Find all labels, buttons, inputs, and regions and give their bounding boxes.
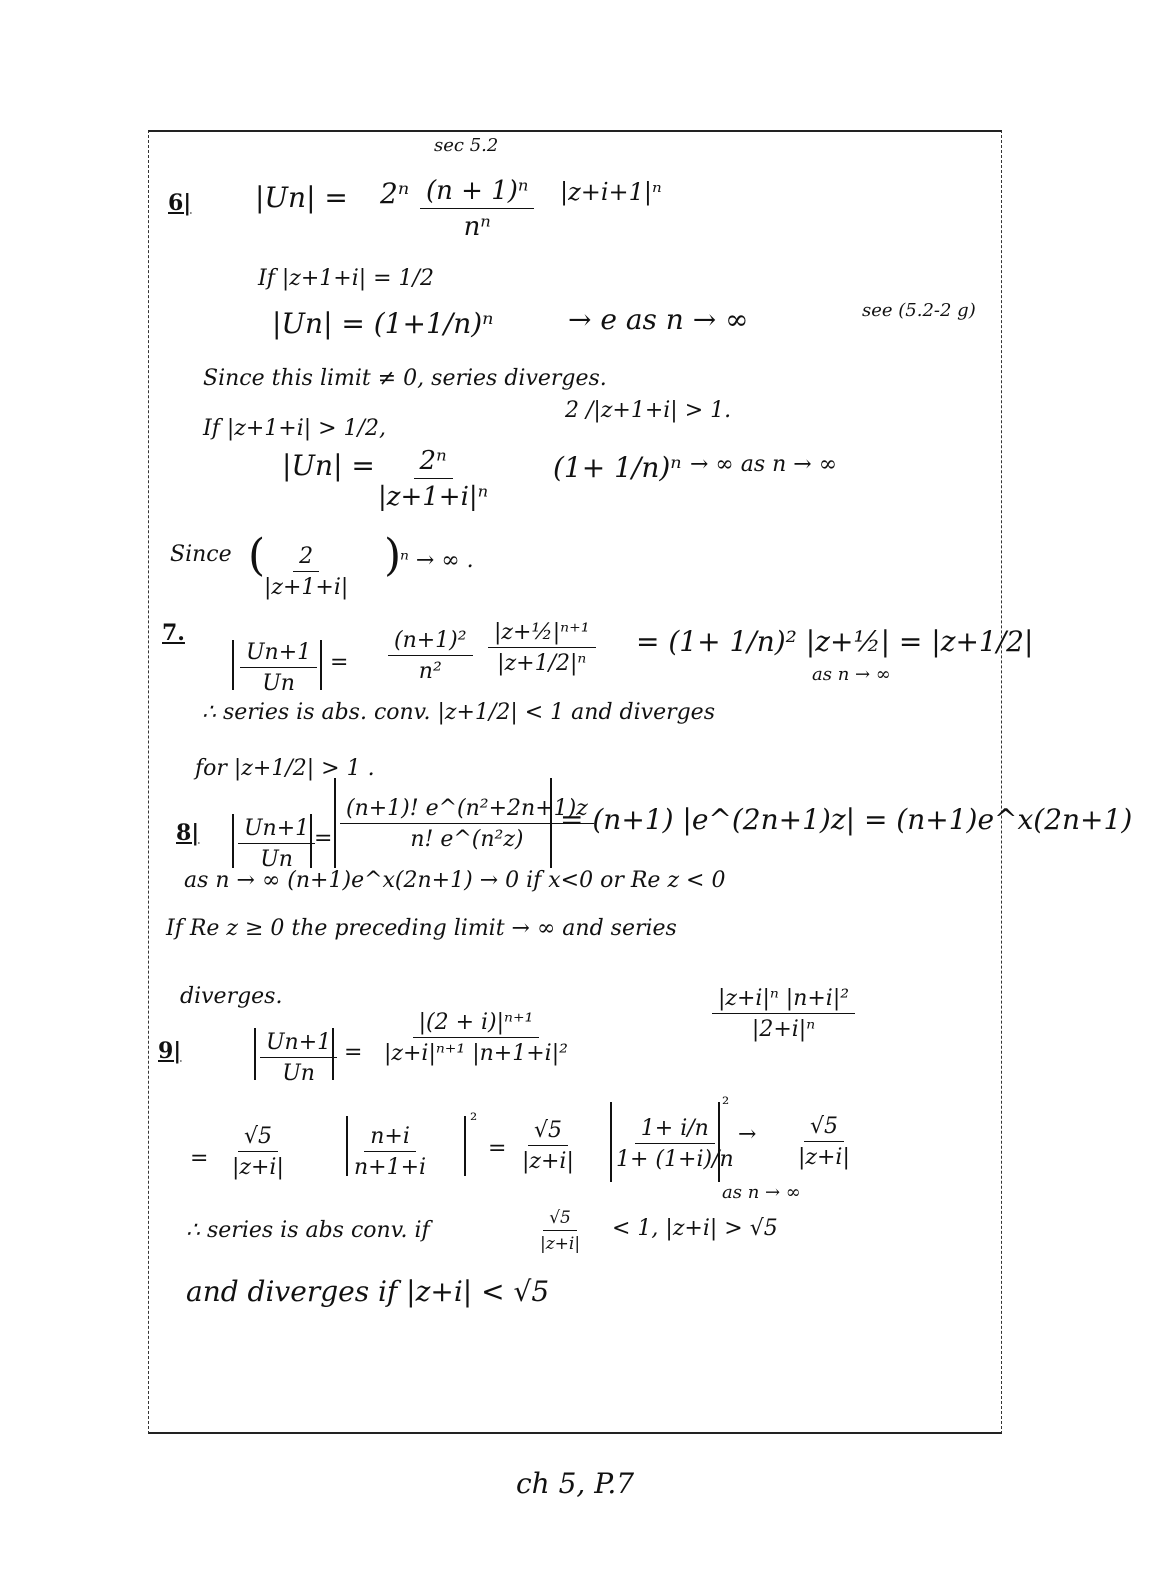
p8-eq: = xyxy=(314,826,333,851)
problem-6-number: 6| xyxy=(168,190,192,216)
p6-un-fraction xyxy=(378,446,488,512)
p7-eq: = xyxy=(330,650,349,675)
p9-l2-square-d: ² xyxy=(722,1094,730,1115)
p8-f-num: (n+1)! e^(n²+2n+1)z xyxy=(340,796,594,824)
p7-f2-den: |z+1/2|ⁿ xyxy=(497,651,587,676)
p6-paren-left: ( xyxy=(248,530,266,581)
p7-ratio xyxy=(240,640,317,696)
p8-line-3: If Re z ≥ 0 the preceding limit → ∞ and series xyxy=(166,916,677,941)
p6-line3-lhs: |Un| = (1+1/n)ⁿ xyxy=(272,307,494,340)
p9-conclusion-1a: ∴ series is abs conv. if xyxy=(186,1218,430,1243)
p7-conclusion-1: ∴ series is abs. conv. |z+1/2| < 1 and diverges xyxy=(202,700,715,725)
p6-un-den: |z+1+i|ⁿ xyxy=(378,482,489,512)
p9-concl-frac-den: |z+i| xyxy=(540,1234,581,1254)
p9-ratio xyxy=(260,1030,337,1086)
p8-fraction xyxy=(340,796,594,852)
p9-l2-frac-d xyxy=(616,1116,734,1172)
p6-fraction xyxy=(420,176,534,242)
p8-ratio-num: Un+1 xyxy=(238,816,315,844)
problem-7-number: 7. xyxy=(162,620,185,646)
p9-l2-a-den: |z+i| xyxy=(232,1155,284,1180)
p7-conclusion-2: for |z+1/2| > 1 . xyxy=(195,756,375,781)
section-header: sec 5.2 xyxy=(434,135,499,156)
p6-if2-right: 2 /|z+1+i| > 1. xyxy=(565,398,732,423)
p7-ratio-den: Un xyxy=(262,671,295,696)
p7-f1-num: (n+1)² xyxy=(388,628,473,656)
p7-ratio-num: Un+1 xyxy=(240,640,317,668)
p6-coef: 2ⁿ xyxy=(380,177,410,210)
p9-l2-e-den: |z+i| xyxy=(798,1145,850,1170)
p8-line-2: as n → ∞ (n+1)e^x(2n+1) → 0 if x<0 or Re z < 0 xyxy=(184,868,726,893)
p9-l2-square-b: ² xyxy=(470,1110,478,1131)
p9-f-den: |z+i|ⁿ⁺¹ |n+1+i|² xyxy=(384,1041,568,1066)
p9-conclusion-2: and diverges if |z+i| < √5 xyxy=(186,1275,550,1308)
p9-f-num: |(2 + i)|ⁿ⁺¹ xyxy=(413,1010,540,1038)
p8-f-den: n! e^(n²z) xyxy=(410,827,524,852)
p9-concl-frac-num: √5 xyxy=(543,1208,577,1231)
p9-l2-eq: = xyxy=(190,1146,209,1171)
p9-l2-frac-c xyxy=(522,1118,574,1174)
p7-f2-num: |z+½|ⁿ⁺¹ xyxy=(488,620,596,648)
p6-un-num: 2ⁿ xyxy=(414,446,453,479)
p9-l2-d-num: 1+ i/n xyxy=(635,1116,715,1144)
p9-g-num: |z+i|ⁿ |n+i|² xyxy=(712,986,855,1014)
p9-l2-c-num: √5 xyxy=(528,1118,568,1146)
p6-un-lhs: |Un| = xyxy=(282,449,375,482)
p6-since2-fraction xyxy=(264,544,348,600)
p6-since2-tail: ⁿ → ∞ . xyxy=(400,548,474,573)
p9-conclusion-1b: < 1, |z+i| > √5 xyxy=(612,1216,778,1241)
p7-frac1 xyxy=(388,628,473,684)
p6-if1: If |z+1+i| = 1/2 xyxy=(258,266,434,291)
p9-l2-b-num: n+i xyxy=(364,1124,416,1152)
p6-since2-num: 2 xyxy=(293,544,319,572)
p6-abs-term: |z+i+1|ⁿ xyxy=(560,178,662,206)
page-label: ch 5, P.7 xyxy=(516,1467,635,1500)
p7-rhs: = (1+ 1/n)² |z+½| = |z+1/2| xyxy=(636,625,1034,658)
p6-un-arrow: → ∞ as n → ∞ xyxy=(690,452,838,477)
p9-l2-d-den: 1+ (1+i)/n xyxy=(616,1147,734,1172)
problem-8-number: 8| xyxy=(176,820,200,846)
p6-since2: Since xyxy=(170,542,232,567)
p9-l2-frac-b xyxy=(354,1124,426,1180)
p6-lhs: |Un| = xyxy=(255,181,348,214)
p9-l2-frac-e xyxy=(798,1114,850,1170)
p9-eq: = xyxy=(344,1040,363,1065)
p9-l2-arrow: → xyxy=(738,1122,757,1147)
p9-ratio-num: Un+1 xyxy=(260,1030,337,1058)
p6-frac-den: nⁿ xyxy=(463,212,491,242)
p9-conclusion-fraction xyxy=(540,1208,580,1254)
p9-fraction xyxy=(384,1010,568,1066)
p6-since2-den: |z+1+i| xyxy=(264,575,349,600)
p9-l2-a-num: √5 xyxy=(238,1124,278,1152)
p6-line3-arrow: → e as n → ∞ xyxy=(568,303,749,336)
p9-fraction-2 xyxy=(712,986,855,1042)
p8-line-4: diverges. xyxy=(180,984,283,1009)
p9-l2-frac-a xyxy=(232,1124,284,1180)
p7-f1-den: n² xyxy=(418,659,442,684)
problem-9-number: 9| xyxy=(158,1038,182,1064)
p8-ratio-den: Un xyxy=(260,847,293,872)
p9-l2-b-den: n+1+i xyxy=(354,1155,427,1180)
p9-ratio-den: Un xyxy=(282,1061,315,1086)
p9-l2-note: as n → ∞ xyxy=(722,1182,801,1203)
p8-ratio xyxy=(238,816,315,872)
p9-l2-e-num: √5 xyxy=(804,1114,844,1142)
p6-since1: Since this limit ≠ 0, series diverges. xyxy=(203,366,607,391)
p6-un-factor: (1+ 1/n)ⁿ xyxy=(553,451,682,484)
p6-if2: If |z+1+i| > 1/2, xyxy=(203,416,386,441)
p8-mid: = (n+1) |e^(2n+1)z| = (n+1)e^x(2n+1) xyxy=(560,803,1133,836)
p9-l2-eq2: = xyxy=(488,1136,507,1161)
p7-limit-note: as n → ∞ xyxy=(812,664,891,685)
p6-frac-num: (n + 1)ⁿ xyxy=(420,176,534,209)
p6-line3-ref: see (5.2-2 g) xyxy=(862,300,976,321)
p9-l2-c-den: |z+i| xyxy=(522,1149,574,1174)
p6-paren-right: ) xyxy=(384,530,402,581)
p9-g-den: |2+i|ⁿ xyxy=(751,1017,816,1042)
p7-frac2 xyxy=(488,620,596,676)
